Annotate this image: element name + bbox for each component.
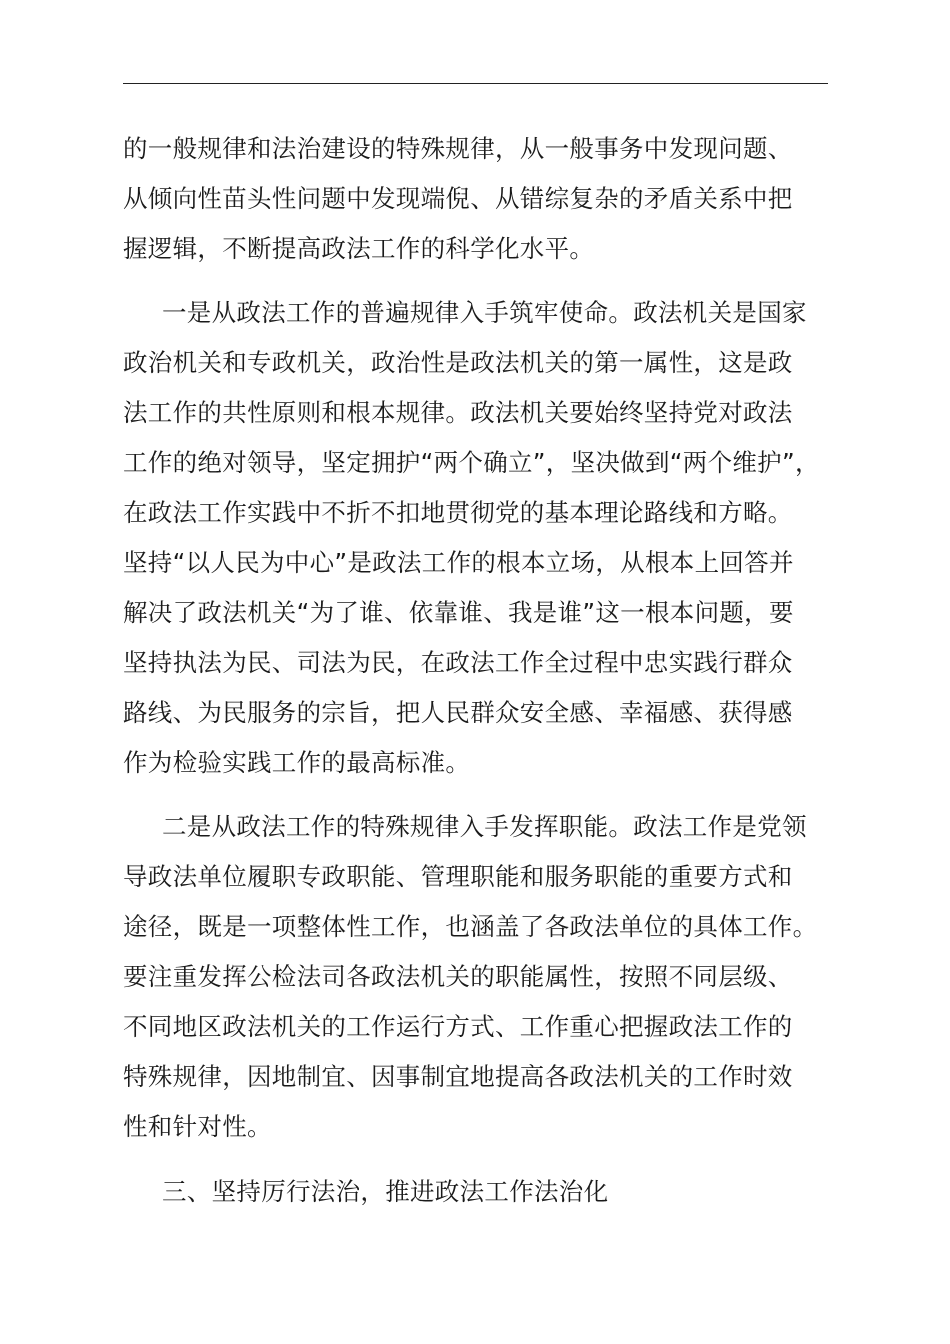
paragraph-2-line-8: 坚持执法为民、司法为民，在政法工作全过程中忠实践行群众 <box>123 648 793 677</box>
paragraph-2-line-2: 政治机关和专政机关，政治性是政法机关的第一属性，这是政 <box>123 348 793 377</box>
paragraph-3-line-5: 不同地区政法机关的工作运行方式、工作重心把握政法工作的 <box>123 1012 793 1041</box>
paragraph-2-line-7: 解决了政法机关“为了谁、依靠谁、我是谁”这一根本问题，要 <box>123 598 794 627</box>
paragraph-2-line-6: 坚持“以人民为中心”是政法工作的根本立场，从根本上回答并 <box>123 548 794 577</box>
paragraph-3-line-7: 性和针对性。 <box>123 1112 272 1141</box>
header-rule <box>123 83 828 84</box>
paragraph-1-line-3: 握逻辑，不断提高政法工作的科学化水平。 <box>123 234 595 263</box>
paragraph-3-line-4: 要注重发挥公检法司各政法机关的职能属性，按照不同层级、 <box>123 962 793 991</box>
paragraph-3-line-6: 特殊规律，因地制宜、因事制宜地提高各政法机关的工作时效 <box>123 1062 793 1091</box>
paragraph-2-line-5: 在政法工作实践中不折不扣地贯彻党的基本理论路线和方略。 <box>123 498 793 527</box>
paragraph-1-line-2: 从倾向性苗头性问题中发现端倪、从错综复杂的矛盾关系中把 <box>123 184 793 213</box>
paragraph-2-line-10: 作为检验实践工作的最高标准。 <box>123 748 471 777</box>
paragraph-2-line-1: 一是从政法工作的普遍规律入手筑牢使命。政法机关是国家 <box>162 298 807 327</box>
paragraph-3-line-1: 二是从政法工作的特殊规律入手发挥职能。政法工作是党领 <box>162 812 807 841</box>
paragraph-3-line-3: 途径，既是一项整体性工作，也涵盖了各政法单位的具体工作。 <box>123 912 818 941</box>
paragraph-1-line-1: 的一般规律和法治建设的特殊规律，从一般事务中发现问题、 <box>123 134 793 163</box>
section-heading: 三、坚持厉行法治，推进政法工作法治化 <box>162 1177 609 1206</box>
paragraph-3-line-2: 导政法单位履职专政职能、管理职能和服务职能的重要方式和 <box>123 862 793 891</box>
paragraph-2-line-4: 工作的绝对领导，坚定拥护“两个确立”，坚决做到“两个维护”， <box>123 448 820 477</box>
paragraph-2-line-3: 法工作的共性原则和根本规律。政法机关要始终坚持党对政法 <box>123 398 793 427</box>
paragraph-2-line-9: 路线、为民服务的宗旨，把人民群众安全感、幸福感、获得感 <box>123 698 793 727</box>
